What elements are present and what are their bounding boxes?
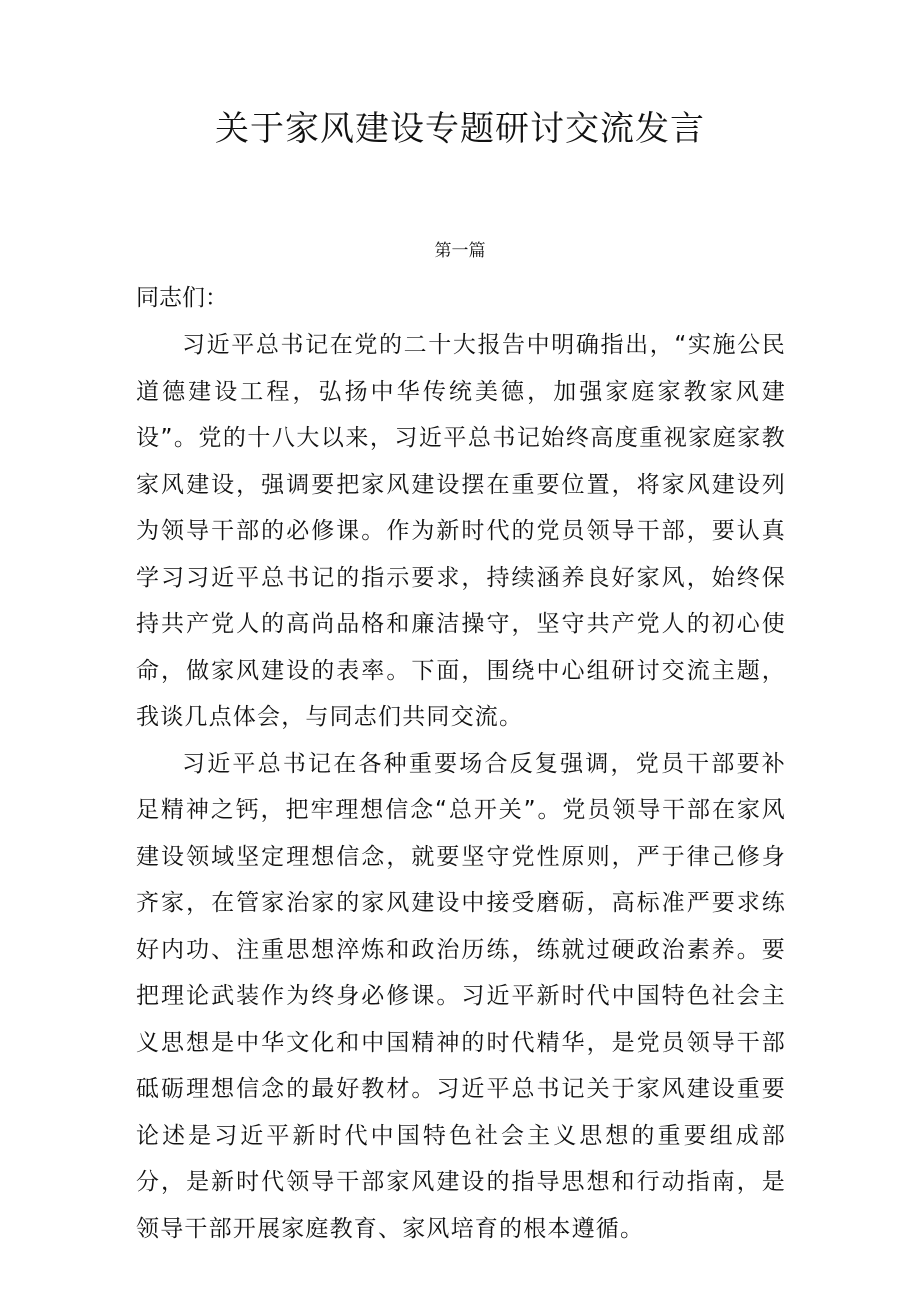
body-text bbox=[136, 322, 786, 1252]
paragraph-1: 习近平总书记在党的二十大报告中明确指出，“实施公民道德建设工程，弘扬中华传统美德，加强家庭家教家风建设”。党的十八大以来，习近平总书记始终高度重视家庭家教家风建设，强调要把家风建设摆在重要位置，将家风建设列为领导干部的必修课。作为新时代的党员领导干部，要认真学习习近平总书记的指示要求，持续涵养良好家风，始终保持共产党人的高尚品格和廉洁操守，坚守共产党人的初心使命，做家风建设的表率。下面，围绕中心组研讨交流主题，我谈几点体会，与同志们共同交流。 bbox=[136, 332, 786, 730]
section-label: 第一篇 bbox=[434, 241, 486, 261]
salutation: 同志们： bbox=[136, 285, 228, 311]
paragraph-2: 习近平总书记在各种重要场合反复强调，党员干部要补足精神之钙，把牢理想信念“总开关”。党员领导干部在家风建设领域坚定理想信念，就要坚守党性原则，严于律己修身齐家，在管家治家的家风建设中接受磨砺，高标准严要求练好内功、注重思想淬炼和政治历练，练就过硬政治素养。要把理论武装作为终身必修课。习近平新时代中国特色社会主义思想是中华文化和中国精神的时代精华，是党员领导干部砥砺理想信念的最好教材。习近平总书记关于家风建设重要论述是习近平新时代中国特色社会主义思想的重要组成部分，是新时代领导干部家风建设的指导思想和行动指南，是领导干部开展家庭教育、家风培育的根本遵循。 bbox=[136, 750, 786, 1242]
document-title: 关于家风建设专题研讨交流发言 bbox=[215, 109, 705, 149]
